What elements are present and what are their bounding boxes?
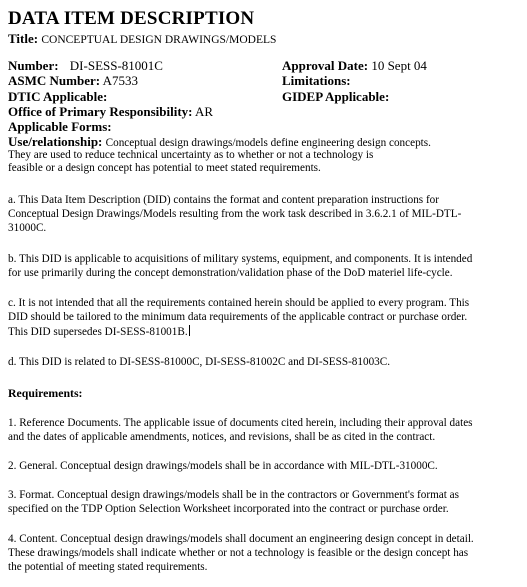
number-label: Number: — [8, 58, 59, 73]
asmc-label: ASMC Number: — [8, 73, 101, 88]
para-b-line-1: b. This DID is applicable to acquisitions of military systems, equipment, and components. It is intended — [8, 253, 473, 265]
title-label: Title: — [8, 31, 39, 46]
document-heading: DATA ITEM DESCRIPTION — [8, 8, 255, 29]
use-relationship-label: Use/relationship: — [8, 134, 103, 149]
opr-value: AR — [195, 104, 214, 119]
para-a-line-2: Conceptual Design Drawings/Models resulting from the work task described in 3.6.2.1 of MIL-DTL- — [8, 208, 462, 220]
limitations-label: Limitations: — [282, 73, 351, 88]
req-1-line-1: 1. Reference Documents. The applicable issue of documents cited herein, including their approval dates — [8, 417, 473, 429]
gidep-label: GIDEP Applicable: — [282, 89, 390, 104]
opr-label: Office of Primary Responsibility: — [8, 104, 193, 119]
applicable-forms-label: Applicable Forms: — [8, 119, 112, 134]
req-4-line-1: 4. Content. Conceptual design drawings/models shall document an engineering design concept in detail. — [8, 533, 474, 545]
req-4-line-2: These drawings/models shall indicate whether or not a technology is feasible or the design concept has — [8, 547, 469, 559]
use-line-1: Conceptual design drawings/models define engineering design concepts. — [105, 137, 431, 149]
text-cursor — [189, 325, 190, 336]
number-row — [8, 58, 163, 74]
opr-row — [8, 104, 213, 120]
use-line-2: They are used to reduce technical uncertainty as to whether or not a technology is — [8, 149, 374, 161]
number-value: DI-SESS-81001C — [69, 58, 163, 73]
req-1-line-2: and the dates of applicable amendments, notices, and revisions, shall be as cited in the contract. — [8, 431, 436, 443]
para-c-line-3-row — [8, 325, 190, 340]
approval-row — [282, 58, 427, 74]
para-a-line-3: 31000C. — [8, 222, 47, 234]
use-line-3: feasible or a design concept has potential to meet stated requirements. — [8, 162, 321, 174]
title-row — [8, 31, 276, 48]
approval-label: Approval Date: — [282, 58, 369, 73]
para-c-line-3: This DID supersedes DI-SESS-81001B. — [8, 326, 188, 338]
asmc-value: A7533 — [102, 73, 139, 88]
para-c-line-1: c. It is not intended that all the requirements contained herein should be applied to every program. This — [8, 297, 470, 309]
req-4-line-3: the potential of meeting stated requirements. — [8, 561, 208, 573]
req-3-line-2: specified on the TDP Option Selection Worksheet incorporated into the contract or purchase order. — [8, 503, 449, 515]
para-c-line-2: DID should be tailored to the minimum data requirements of the applicable contract or purchase order. — [8, 311, 468, 323]
para-b-line-2: for use primarily during the concept demonstration/validation phase of the DoD materiel life-cycle. — [8, 267, 453, 279]
req-3-line-1: 3. Format. Conceptual design drawings/models shall be in the contractors or Government's format as — [8, 489, 459, 501]
dtic-label: DTIC Applicable: — [8, 89, 108, 104]
para-a-line-1: a. This Data Item Description (DID) contains the format and content preparation instructions for — [8, 194, 440, 206]
asmc-row — [8, 73, 138, 89]
requirements-heading: Requirements: — [8, 386, 83, 400]
approval-value: 10 Sept 04 — [371, 58, 427, 73]
req-2: 2. General. Conceptual design drawings/models shall be in accordance with MIL-DTL-31000C. — [8, 460, 438, 472]
title-value: CONCEPTUAL DESIGN DRAWINGS/MODELS — [41, 34, 277, 46]
para-d: d. This DID is related to DI-SESS-81000C, DI-SESS-81002C and DI-SESS-81003C. — [8, 356, 391, 368]
